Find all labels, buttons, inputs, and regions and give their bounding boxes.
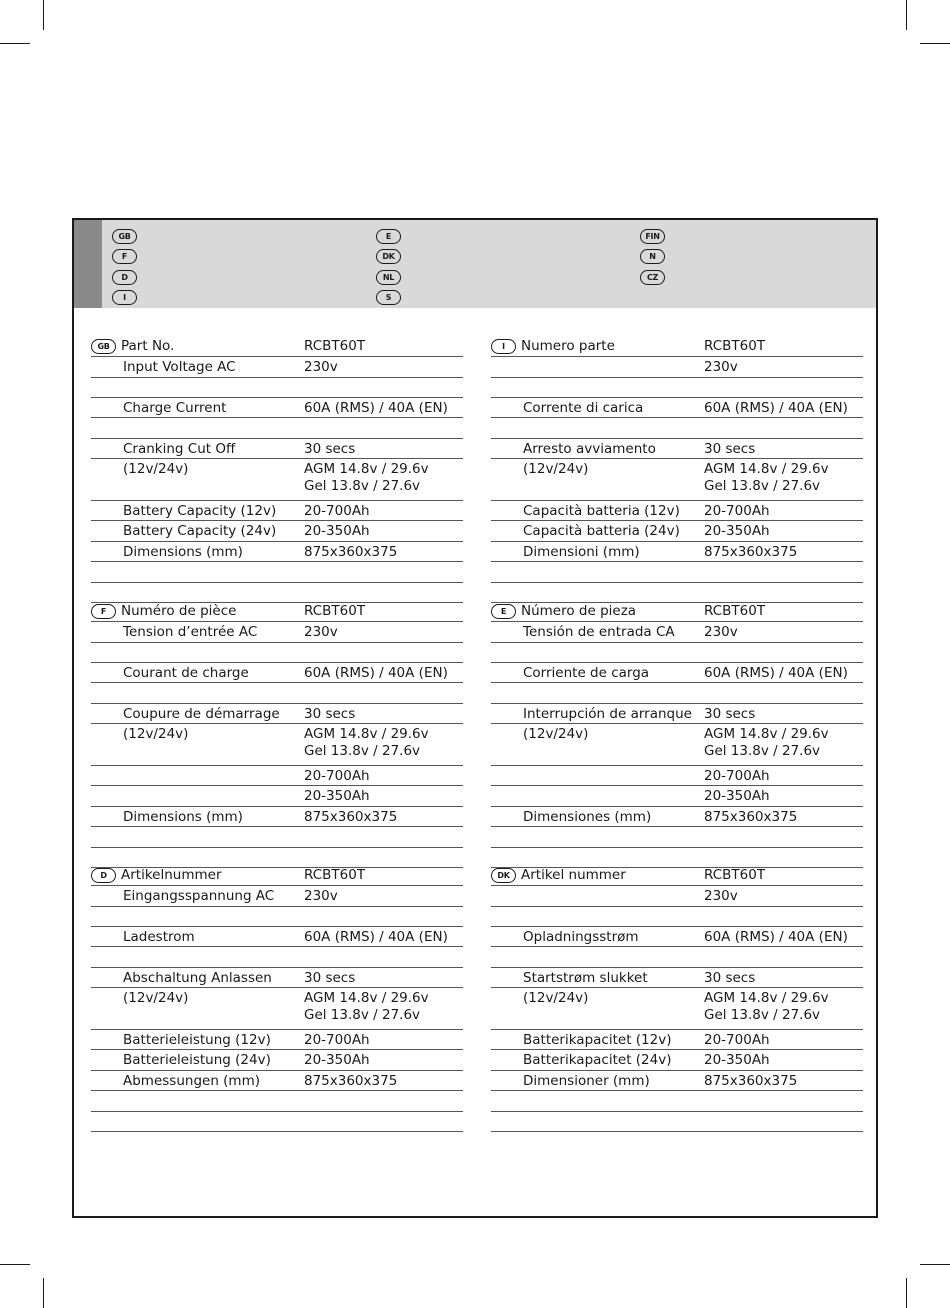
dimensions-label: Abmessungen (mm) <box>123 1073 260 1089</box>
charge-voltage-value-line: Gel 13.8v / 27.6v <box>704 1007 821 1023</box>
crop-mark <box>0 43 30 44</box>
battery-capacity-24v-value-line: 20-350Ah <box>304 788 370 804</box>
part-number-row <box>491 601 863 622</box>
charge-current-value <box>704 665 848 682</box>
input-voltage-value <box>704 888 738 905</box>
charge-voltage-value-line: AGM 14.8v / 29.6v <box>704 726 829 742</box>
battery-capacity-24v-label: Batterieleistung (24v) <box>123 1052 271 1068</box>
charge-current-row <box>491 663 863 683</box>
spec-section-f <box>91 601 463 868</box>
cranking-cut-off-label: Cranking Cut Off <box>123 441 236 457</box>
battery-capacity-12v-value <box>704 768 770 785</box>
spacer-row <box>91 1112 463 1132</box>
battery-capacity-24v-value-line: 20-350Ah <box>704 523 770 539</box>
cranking-cut-off-value-line: 30 secs <box>704 970 756 986</box>
cranking-cut-off-row <box>491 968 863 988</box>
charge-voltage-value <box>304 461 429 495</box>
input-voltage-value-line: 230v <box>704 888 738 904</box>
spec-section-d <box>91 865 463 1132</box>
dimensions-value <box>704 1073 797 1090</box>
language-badge-d: D <box>112 270 137 285</box>
charge-voltage-value-line: Gel 13.8v / 27.6v <box>304 743 421 759</box>
spec-section-e <box>491 601 863 868</box>
cranking-cut-off-value <box>704 970 755 987</box>
charge-voltage-value-line: AGM 14.8v / 29.6v <box>304 726 429 742</box>
battery-capacity-12v-value-line: 20-700Ah <box>304 503 370 519</box>
charge-voltage-value <box>304 726 429 760</box>
cranking-cut-off-row <box>91 439 463 459</box>
part-number-label: Artikelnummer <box>121 867 222 883</box>
charge-voltage-value <box>704 726 829 760</box>
charge-current-value-line: 60A (RMS) / 40A (EN) <box>304 665 448 681</box>
charge-voltage-row <box>91 988 463 1030</box>
charge-voltage-value-line: Gel 13.8v / 27.6v <box>704 743 821 759</box>
charge-voltage-value <box>704 461 829 495</box>
language-column-2 <box>376 226 401 308</box>
dimensions-row <box>91 542 463 562</box>
battery-capacity-24v-row <box>491 521 863 542</box>
spacer-row <box>491 378 863 398</box>
input-voltage-value-line: 230v <box>304 359 338 375</box>
dimensions-row <box>91 807 463 827</box>
part-number-row <box>91 336 463 357</box>
dimensions-value <box>704 809 797 826</box>
battery-capacity-12v-row <box>91 501 463 521</box>
input-voltage-value-line: 230v <box>704 624 738 640</box>
input-voltage-value-line: 230v <box>704 359 738 375</box>
battery-capacity-12v-row <box>491 766 863 786</box>
dimensions-row <box>491 807 863 827</box>
battery-capacity-24v-row <box>91 1050 463 1071</box>
spacer-row <box>91 683 463 704</box>
part-number-value <box>704 867 765 884</box>
language-badge: D <box>91 868 116 883</box>
charge-current-label: Ladestrom <box>123 929 195 945</box>
charge-voltage-value-line: Gel 13.8v / 27.6v <box>704 478 821 494</box>
input-voltage-label: Eingangsspannung AC <box>123 888 275 904</box>
cranking-cut-off-label: Startstrøm slukket <box>523 970 648 986</box>
charge-current-value <box>304 665 448 682</box>
crop-mark <box>43 1278 44 1308</box>
language-badge-n: N <box>640 249 665 264</box>
battery-capacity-24v-label: Batterikapacitet (24v) <box>523 1052 672 1068</box>
charge-current-value-line: 60A (RMS) / 40A (EN) <box>304 929 448 945</box>
part-number-value-line: RCBT60T <box>304 867 366 883</box>
charge-current-value <box>304 929 448 946</box>
input-voltage-label: Tension d’entrée AC <box>123 624 258 640</box>
battery-capacity-24v-value <box>704 788 770 805</box>
cranking-cut-off-label: Arresto avviamento <box>523 441 656 457</box>
charge-voltage-value-line: AGM 14.8v / 29.6v <box>704 461 829 477</box>
charge-voltage-value-line: AGM 14.8v / 29.6v <box>704 990 829 1006</box>
battery-capacity-12v-value <box>704 503 770 520</box>
dimensions-value <box>304 1073 397 1090</box>
part-number-label: Numero parte <box>521 338 615 354</box>
dimensions-value-line: 875x360x375 <box>704 809 798 825</box>
spacer-row <box>91 947 463 968</box>
dimensions-value-line: 875x360x375 <box>704 1073 798 1089</box>
battery-capacity-12v-value-line: 20-700Ah <box>704 768 770 784</box>
crop-mark <box>0 1264 30 1265</box>
part-number-value <box>704 603 765 620</box>
charge-voltage-value-line: AGM 14.8v / 29.6v <box>304 990 429 1006</box>
battery-capacity-12v-value <box>704 1032 770 1049</box>
input-voltage-value <box>304 888 338 905</box>
charge-voltage-label: (12v/24v) <box>123 990 189 1006</box>
cranking-cut-off-row <box>91 704 463 724</box>
dimensions-value-line: 875x360x375 <box>304 1073 398 1089</box>
charge-voltage-value <box>304 990 429 1024</box>
battery-capacity-12v-value-line: 20-700Ah <box>704 503 770 519</box>
battery-capacity-12v-row <box>91 1030 463 1050</box>
part-number-value <box>704 338 765 355</box>
spacer-row <box>491 643 863 663</box>
input-voltage-label: Tensión de entrada CA <box>523 624 675 640</box>
dimensions-label: Dimensioner (mm) <box>523 1073 650 1089</box>
battery-capacity-12v-value <box>304 503 370 520</box>
spec-section-i <box>491 336 863 603</box>
charge-current-value <box>704 929 848 946</box>
spacer-row <box>491 1091 863 1112</box>
charge-current-label: Courant de charge <box>123 665 249 681</box>
charge-current-value <box>304 400 448 417</box>
battery-capacity-24v-row <box>491 1050 863 1071</box>
part-number-value-line: RCBT60T <box>704 338 766 354</box>
battery-capacity-12v-row <box>91 766 463 786</box>
input-voltage-value <box>304 624 338 641</box>
charge-current-value-line: 60A (RMS) / 40A (EN) <box>304 400 448 416</box>
language-badge-cz: CZ <box>640 270 665 285</box>
language-badge: E <box>491 604 516 619</box>
dimensions-label: Dimensions (mm) <box>123 809 243 825</box>
charge-current-value-line: 60A (RMS) / 40A (EN) <box>704 665 848 681</box>
spacer-row <box>91 1091 463 1112</box>
spacer-row <box>91 907 463 927</box>
input-voltage-row <box>491 886 863 907</box>
charge-voltage-row <box>491 459 863 501</box>
battery-capacity-24v-value <box>304 788 370 805</box>
input-voltage-label: Input Voltage AC <box>123 359 236 375</box>
battery-capacity-12v-label: Battery Capacity (12v) <box>123 503 277 519</box>
battery-capacity-12v-value <box>304 768 370 785</box>
input-voltage-row <box>491 357 863 378</box>
charge-current-label: Corrente di carica <box>523 400 644 416</box>
part-number-row <box>491 865 863 886</box>
battery-capacity-12v-value-line: 20-700Ah <box>704 1032 770 1048</box>
cranking-cut-off-label: Interrupción de arranque <box>523 706 692 722</box>
battery-capacity-24v-value <box>304 1052 370 1069</box>
battery-capacity-24v-row <box>91 521 463 542</box>
dimensions-value <box>304 544 397 561</box>
input-voltage-value <box>704 359 738 376</box>
spacer-row <box>91 562 463 583</box>
part-number-value-line: RCBT60T <box>704 603 766 619</box>
language-badge: GB <box>91 339 116 354</box>
part-number-row <box>91 601 463 622</box>
dimensions-label: Dimensions (mm) <box>123 544 243 560</box>
battery-capacity-24v-value <box>704 1052 770 1069</box>
part-number-value-line: RCBT60T <box>304 603 366 619</box>
language-badge: F <box>91 604 116 619</box>
charge-voltage-label: (12v/24v) <box>523 990 589 1006</box>
charge-voltage-label: (12v/24v) <box>123 726 189 742</box>
charge-current-row <box>91 663 463 683</box>
battery-capacity-12v-label: Capacità batteria (12v) <box>523 503 680 519</box>
spacer-row <box>491 947 863 968</box>
crop-mark <box>43 0 44 30</box>
spacer-row <box>491 683 863 704</box>
spacer-row <box>91 827 463 848</box>
battery-capacity-24v-value-line: 20-350Ah <box>704 1052 770 1068</box>
battery-capacity-12v-value-line: 20-700Ah <box>304 768 370 784</box>
charge-voltage-row <box>91 724 463 766</box>
crop-mark <box>906 1278 907 1308</box>
charge-voltage-row <box>91 459 463 501</box>
battery-capacity-24v-row <box>91 786 463 807</box>
cranking-cut-off-value-line: 30 secs <box>704 441 756 457</box>
input-voltage-row <box>91 886 463 907</box>
cranking-cut-off-value <box>304 441 355 458</box>
charge-current-label: Corriente de carga <box>523 665 650 681</box>
part-number-value-line: RCBT60T <box>304 338 366 354</box>
spacer-row <box>91 583 463 603</box>
cranking-cut-off-value-line: 30 secs <box>304 970 356 986</box>
charge-voltage-row <box>491 724 863 766</box>
part-number-row <box>91 865 463 886</box>
input-voltage-row <box>91 622 463 643</box>
cranking-cut-off-value <box>704 706 755 723</box>
battery-capacity-24v-value <box>704 523 770 540</box>
battery-capacity-24v-value-line: 20-350Ah <box>304 523 370 539</box>
dimensions-value <box>304 809 397 826</box>
charge-current-row <box>91 398 463 418</box>
charge-current-row <box>491 927 863 947</box>
charge-current-value <box>704 400 848 417</box>
spacer-row <box>91 643 463 663</box>
charge-voltage-value <box>704 990 829 1024</box>
part-number-label: Part No. <box>121 338 175 354</box>
part-number-label: Artikel nummer <box>521 867 626 883</box>
cranking-cut-off-label: Coupure de démarrage <box>123 706 280 722</box>
battery-capacity-12v-value-line: 20-700Ah <box>304 1032 370 1048</box>
language-badge-dk: DK <box>376 249 401 264</box>
cranking-cut-off-row <box>91 968 463 988</box>
language-column-1 <box>112 226 137 308</box>
charge-voltage-label: (12v/24v) <box>523 726 589 742</box>
battery-capacity-24v-label: Battery Capacity (24v) <box>123 523 277 539</box>
crop-mark <box>920 43 950 44</box>
charge-current-value-line: 60A (RMS) / 40A (EN) <box>704 400 848 416</box>
cranking-cut-off-row <box>491 439 863 459</box>
charge-voltage-value-line: Gel 13.8v / 27.6v <box>304 478 421 494</box>
cranking-cut-off-value-line: 30 secs <box>704 706 756 722</box>
input-voltage-row <box>491 622 863 643</box>
cranking-cut-off-value <box>304 970 355 987</box>
spacer-row <box>491 907 863 927</box>
input-voltage-value-line: 230v <box>304 624 338 640</box>
language-badge-s: S <box>376 290 401 305</box>
battery-capacity-24v-row <box>491 786 863 807</box>
language-badge-fin: FIN <box>640 229 665 244</box>
dimensions-row <box>91 1071 463 1091</box>
spacer-row <box>491 1112 863 1132</box>
spacer-row <box>491 562 863 583</box>
input-voltage-value-line: 230v <box>304 888 338 904</box>
dimensions-label: Dimensiones (mm) <box>523 809 652 825</box>
dimensions-value-line: 875x360x375 <box>304 809 398 825</box>
language-badge-i: I <box>112 290 137 305</box>
dimensions-row <box>491 542 863 562</box>
dimensions-label: Dimensioni (mm) <box>523 544 640 560</box>
battery-capacity-12v-row <box>491 501 863 521</box>
spacer-row <box>91 378 463 398</box>
charge-voltage-value-line: Gel 13.8v / 27.6v <box>304 1007 421 1023</box>
crop-mark <box>920 1264 950 1265</box>
dimensions-row <box>491 1071 863 1091</box>
language-badge-gb: GB <box>112 229 137 244</box>
battery-capacity-24v-value-line: 20-350Ah <box>304 1052 370 1068</box>
charge-current-row <box>91 927 463 947</box>
header-accent-bar <box>74 220 102 308</box>
language-column-3 <box>640 226 665 288</box>
battery-capacity-24v-value-line: 20-350Ah <box>704 788 770 804</box>
part-number-value-line: RCBT60T <box>704 867 766 883</box>
language-badge-e: E <box>376 229 401 244</box>
charge-voltage-label: (12v/24v) <box>123 461 189 477</box>
spacer-row <box>91 418 463 439</box>
cranking-cut-off-value-line: 30 secs <box>304 706 356 722</box>
charge-voltage-value-line: AGM 14.8v / 29.6v <box>304 461 429 477</box>
battery-capacity-12v-row <box>491 1030 863 1050</box>
part-number-value <box>304 867 365 884</box>
input-voltage-row <box>91 357 463 378</box>
spec-section-dk <box>491 865 863 1132</box>
dimensions-value-line: 875x360x375 <box>704 544 798 560</box>
input-voltage-value <box>704 624 738 641</box>
dimensions-value <box>704 544 797 561</box>
language-badge-nl: NL <box>376 270 401 285</box>
part-number-label: Número de pieza <box>521 603 637 619</box>
charge-current-label: Opladningsstrøm <box>523 929 639 945</box>
part-number-value <box>304 603 365 620</box>
input-voltage-value <box>304 359 338 376</box>
spec-section-gb <box>91 336 463 603</box>
battery-capacity-24v-label: Capacità batteria (24v) <box>523 523 680 539</box>
charge-current-value-line: 60A (RMS) / 40A (EN) <box>704 929 848 945</box>
part-number-row <box>491 336 863 357</box>
charge-current-label: Charge Current <box>123 400 227 416</box>
part-number-label: Numéro de pièce <box>121 603 237 619</box>
spacer-row <box>491 583 863 603</box>
charge-current-row <box>491 398 863 418</box>
cranking-cut-off-value-line: 30 secs <box>304 441 356 457</box>
cranking-cut-off-value <box>704 441 755 458</box>
battery-capacity-12v-label: Batterikapacitet (12v) <box>523 1032 672 1048</box>
battery-capacity-12v-label: Batterieleistung (12v) <box>123 1032 271 1048</box>
language-badge: I <box>491 339 516 354</box>
cranking-cut-off-value <box>304 706 355 723</box>
charge-voltage-row <box>491 988 863 1030</box>
battery-capacity-12v-value <box>304 1032 370 1049</box>
cranking-cut-off-row <box>491 704 863 724</box>
language-badge: DK <box>491 868 516 883</box>
spacer-row <box>491 827 863 848</box>
crop-mark <box>906 0 907 30</box>
battery-capacity-24v-value <box>304 523 370 540</box>
spacer-row <box>491 418 863 439</box>
language-badge-f: F <box>112 249 137 264</box>
language-header <box>74 220 876 308</box>
charge-voltage-label: (12v/24v) <box>523 461 589 477</box>
part-number-value <box>304 338 365 355</box>
dimensions-value-line: 875x360x375 <box>304 544 398 560</box>
cranking-cut-off-label: Abschaltung Anlassen <box>123 970 272 986</box>
